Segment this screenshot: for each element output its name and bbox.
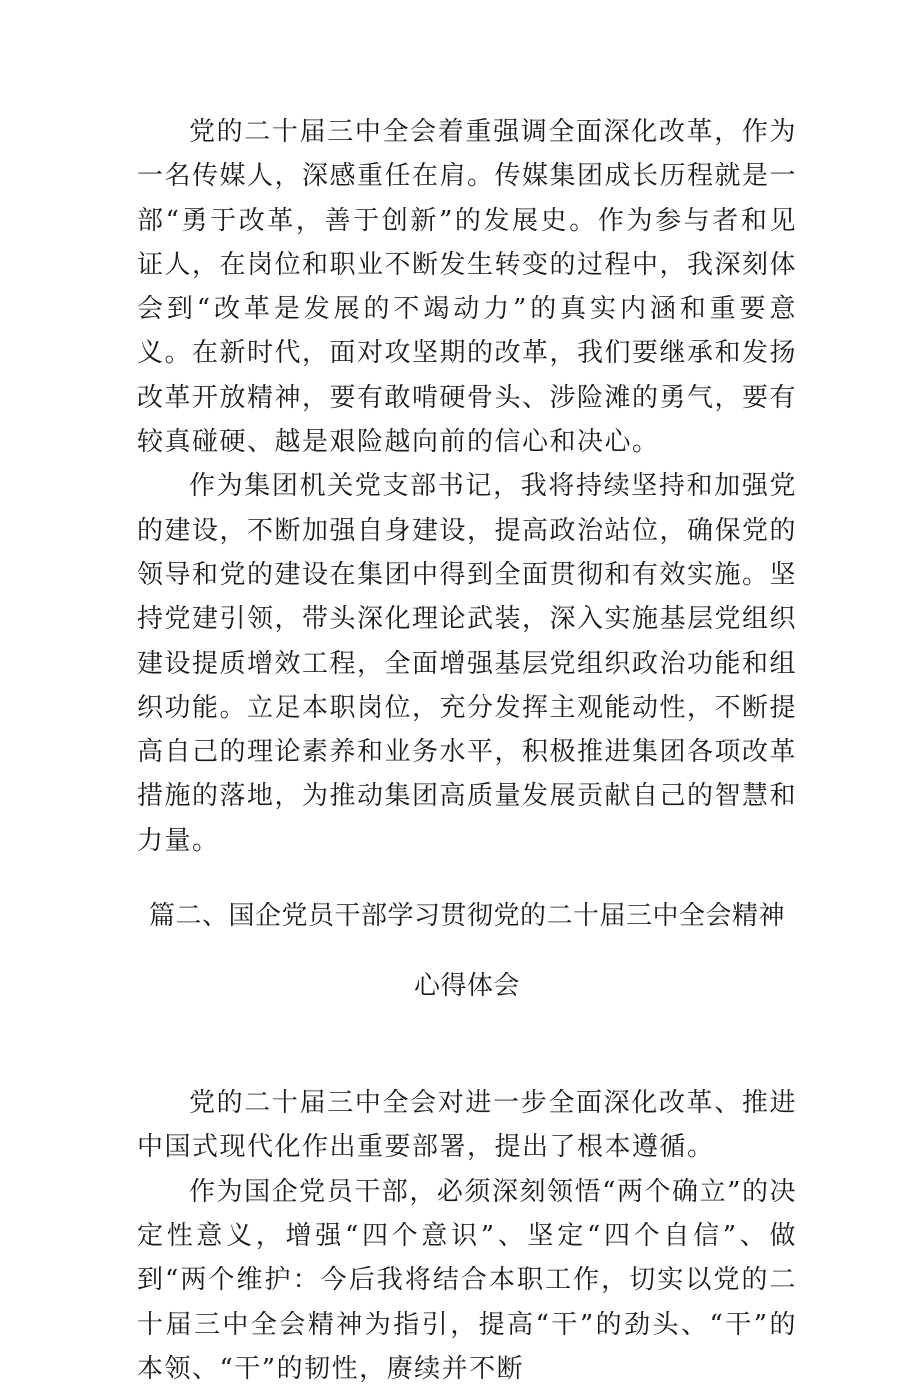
document-body: [137, 110, 797, 1391]
paragraph-reform-media: 党的二十届三中全会着重强调全面深化改革，作为一名传媒人，深感重任在肩。传媒集团成长历程就是一部“勇于改革，善于创新”的发展史。作为参与者和见证人，在岗位和职业不断发生转变的过程中，我深刻体会到“改革是发展的不竭动力”的真实内涵和重要意义。在新时代，面对攻坚期的改革，我们要继承和发扬改革开放精神，要有敢啃硬骨头、涉险滩的勇气，要有较真碰硬、越是艰险越向前的信心和决心。: [137, 117, 798, 458]
paragraph-plenary-deployment: 党的二十届三中全会对进一步全面深化改革、推进中国式现代化作出重要部署，提出了根本遵循。: [137, 1088, 797, 1163]
section-heading: 篇二、国企党员干部学习贯彻党的二十届三中全会精神心得体会: [148, 901, 785, 1002]
section-heading-block: [137, 881, 797, 1021]
paragraph-party-secretary: 作为集团机关党支部书记，我将持续坚持和加强党的建设，不断加强自身建设，提高政治站位，确保党的领导和党的建设在集团中得到全面贯彻和有效实施。坚持党建引领，带头深化理论武装，深入实施基层党组织建设提质增效工程，全面增强基层党组织政治功能和组织功能。立足本职岗位，充分发挥主观能动性，不断提高自己的理论素养和业务水平，积极推进集团各项改革措施的落地，为推动集团高质量发展贡献自己的智慧和力量。: [137, 471, 798, 856]
paragraph-soe-cadre: 作为国企党员干部，必须深刻领悟“两个确立”的决定性意义，增强“四个意识”、坚定“四个自信”、做到“两个维护：今后我将结合本职工作，切实以党的二十届三中全会精神为指引，提高“干”的劲头、“干”的本领、“干”的韧性，赓续并不断: [137, 1176, 797, 1384]
